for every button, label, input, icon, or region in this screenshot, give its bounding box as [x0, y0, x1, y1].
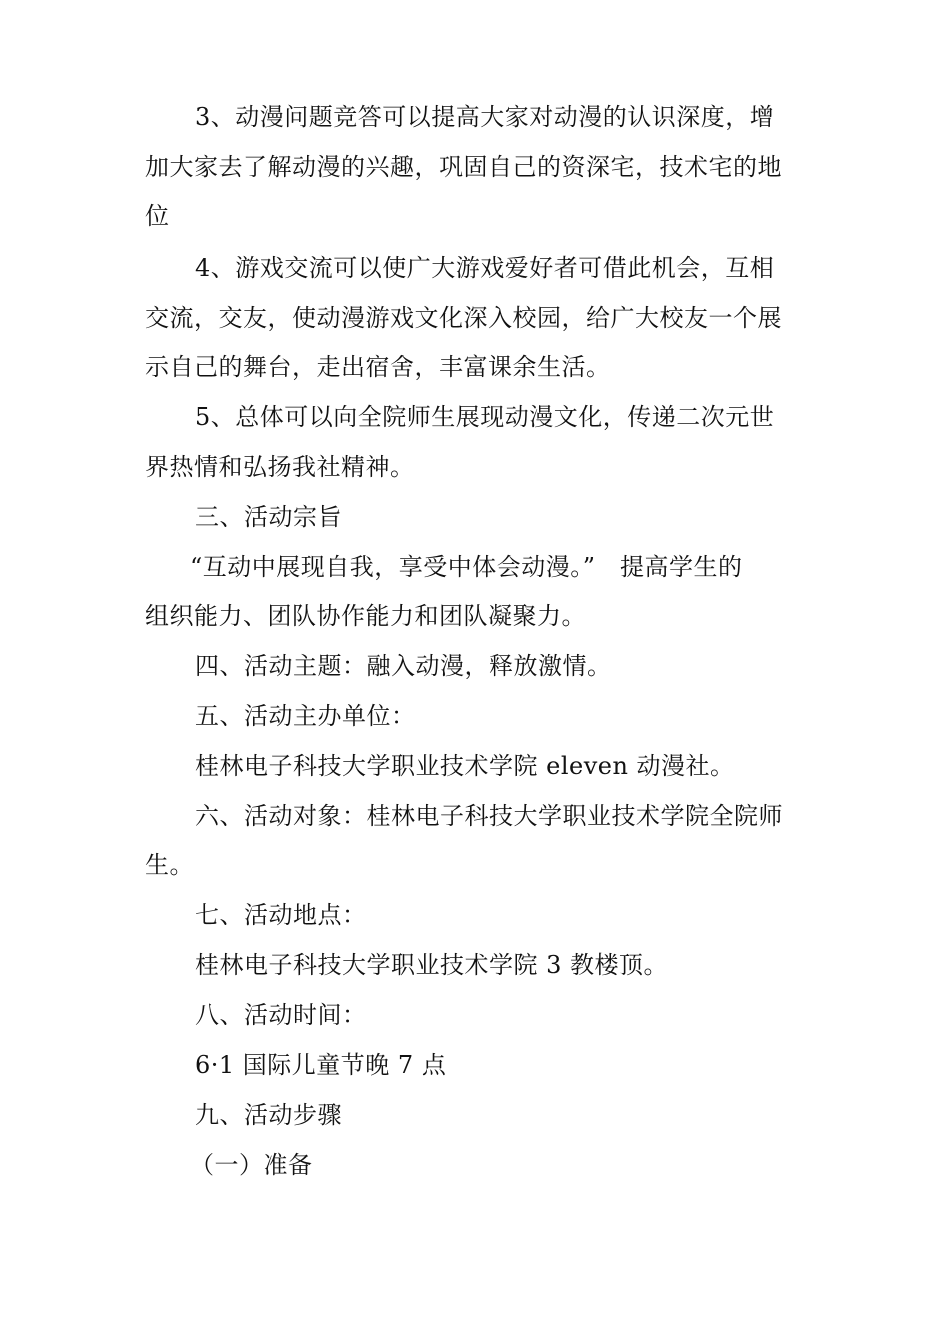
- paragraph-line: 6·1 国际儿童节晚 7 点: [195, 1051, 447, 1079]
- paragraph-line: 桂林电子科技大学职业技术学院 3 教楼顶。: [195, 951, 669, 979]
- paragraph-line: “互动中展现自我，享受中体会动漫。” 提高学生的: [190, 553, 743, 581]
- paragraph-line: 组织能力、团队协作能力和团队凝聚力。: [145, 602, 586, 630]
- paragraph-line: 生。: [145, 851, 194, 879]
- section-heading: 八、活动时间：: [195, 1001, 367, 1029]
- section-heading: 四、活动主题：融入动漫，释放激情。: [195, 652, 612, 680]
- paragraph-line: 交流，交友，使动漫游戏文化深入校园，给广大校友一个展: [145, 304, 782, 332]
- section-heading: 六、活动对象：桂林电子科技大学职业技术学院全院师: [195, 802, 783, 830]
- section-heading: 九、活动步骤: [195, 1101, 342, 1129]
- paragraph-line: 3、动漫问题竞答可以提高大家对动漫的认识深度，增: [195, 103, 775, 131]
- paragraph-line: 5、总体可以向全院师生展现动漫文化，传递二次元世: [195, 403, 775, 431]
- paragraph-line: 桂林电子科技大学职业技术学院 eleven 动漫社。: [195, 752, 735, 780]
- paragraph-line: 加大家去了解动漫的兴趣，巩固自己的资深宅，技术宅的地: [145, 153, 782, 181]
- section-heading: 五、活动主办单位：: [195, 702, 416, 730]
- subsection-heading: （一）准备: [190, 1151, 313, 1179]
- paragraph-line: 4、游戏交流可以使广大游戏爱好者可借此机会，互相: [195, 254, 775, 282]
- paragraph-line: 位: [145, 202, 170, 230]
- paragraph-line: 示自己的舞台，走出宿舍，丰富课余生活。: [145, 353, 611, 381]
- section-heading: 三、活动宗旨: [195, 503, 342, 531]
- section-heading: 七、活动地点：: [195, 901, 367, 929]
- paragraph-line: 界热情和弘扬我社精神。: [145, 453, 415, 481]
